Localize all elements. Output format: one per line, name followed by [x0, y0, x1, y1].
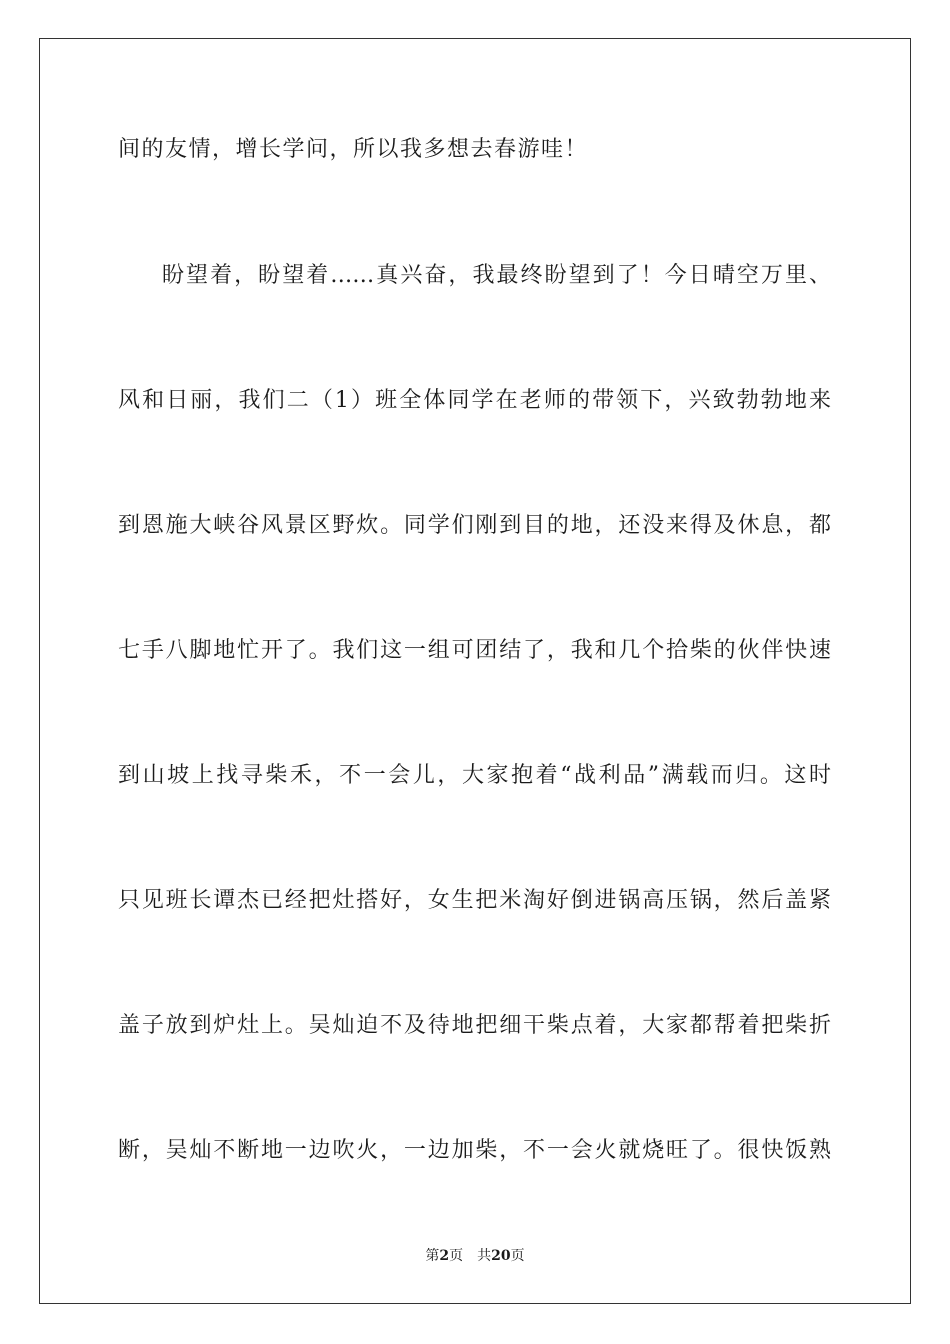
total-pages: 20: [491, 1248, 511, 1264]
paragraph-line-2: 盼望着，盼望着……真兴奋，我最终盼望到了！今日晴空万里、: [162, 263, 831, 288]
paragraph-line-9: 断，吴灿不断地一边吹火，一边加柴，不一会火就烧旺了。很快饭熟: [118, 1138, 831, 1163]
paragraph-line-8: 盖子放到炉灶上。吴灿迫不及待地把细干柴点着，大家都帮着把柴折: [118, 1013, 831, 1038]
paragraph-line-1: 间的友情，增长学问，所以我多想去春游哇！: [118, 137, 589, 162]
page-label-prefix: 第: [425, 1248, 440, 1264]
paragraph-line-3: 风和日丽，我们二（1）班全体同学在老师的带领下，兴致勃勃地来: [118, 388, 831, 413]
page-border: [39, 38, 911, 1304]
paragraph-line-4: 到恩施大峡谷风景区野炊。同学们刚到目的地，还没来得及休息，都: [118, 513, 831, 538]
page-number: 2: [439, 1248, 450, 1264]
total-label-prefix: 共: [477, 1248, 492, 1264]
total-label-suffix: 页: [510, 1248, 525, 1264]
paragraph-line-7: 只见班长谭杰已经把灶搭好，女生把米淘好倒进锅高压锅，然后盖紧: [118, 888, 831, 913]
paragraph-line-5: 七手八脚地忙开了。我们这一组可团结了，我和几个拾柴的伙伴快速: [118, 638, 831, 663]
paragraph-line-6: 到山坡上找寻柴禾，不一会儿，大家抱着“战利品”满载而归。这时: [118, 763, 831, 788]
page-label-suffix: 页: [449, 1248, 464, 1264]
page-footer: [0, 1247, 950, 1265]
